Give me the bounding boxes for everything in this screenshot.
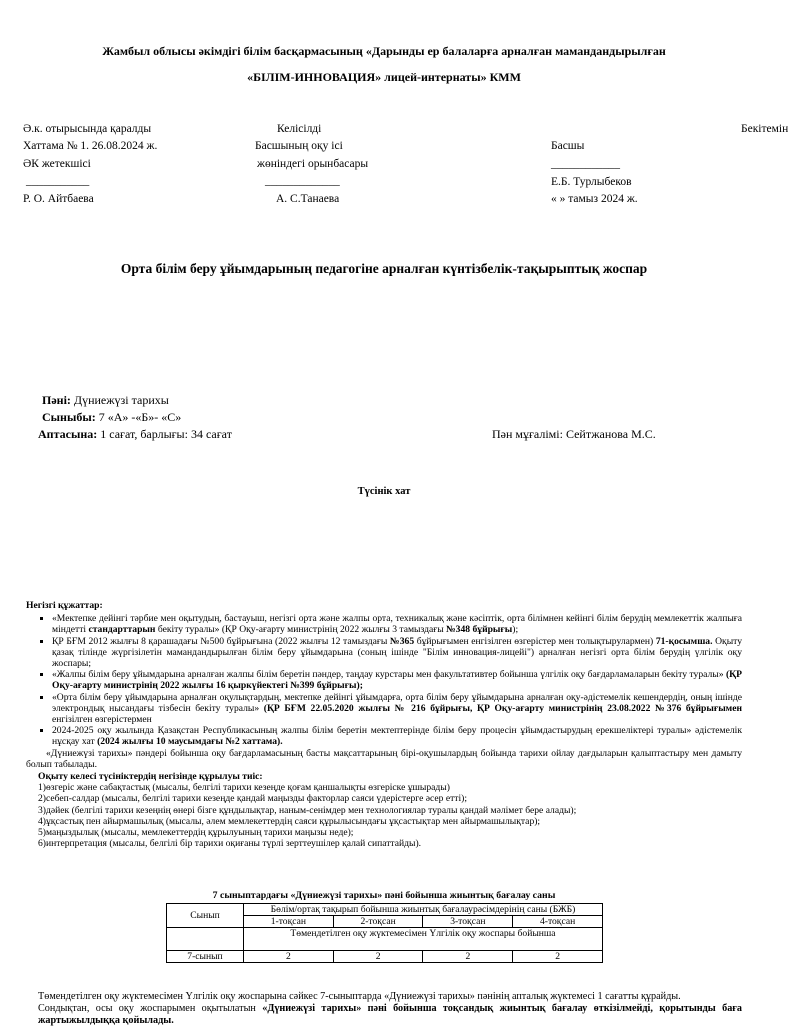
legal-document-text: 2024-2025 оқу жылында Қазақстан Республикасының жалпы білім беретін мектептерінде білім беру процесін ұйымдастырудың ерекшеліктері туралы» әдістемелік нұсқау хат [52,725,742,748]
legal-document-bold-text: (ҚР Оқу-ағарту министрінің 2022 жылғы 16 қыркүйектегі №399 бұйрығы); [52,669,742,692]
concepts-heading: Оқыту келесі түсініктердің негізінде құрылуы тиіс: [38,771,263,783]
institution-title-line-1: Жамбыл облысы әкімдігі білім басқармасының «Дарынды ер балаларға арналған мамандандырылған [102,44,666,58]
legal-document-text: ); [512,624,519,636]
closing-line-2 [38,1003,742,1027]
legal-document-text: «Орта білім беру ұйымдарына арналған оқулықтардың, мектепке дейінгі ұйымдарға, орта білім беру ұйымдарына арналған оқу-әдістемелік кешендердің, оның ішінде электрондық нысандағы тізбесін бекіту туралы» [52,691,742,714]
approval-left-name: Р. О. Айтбаева [23,193,94,205]
legal-document-item [52,636,742,670]
legal-document-text: «Мектепке дейінгі тәрбие мен оқытудың, бастауыш, негізгі орта және жалпы орта, техникалық және кәсіптік, орта білімнен кейінгі білім берудің мемлекеттік жалпыға міндетті [52,613,742,636]
subject-value: Дүниежүзі тарихы [70,393,169,407]
approval-middle-signature-line: _____________ [265,175,340,187]
closing-line-2-text: Сондықтан, осы оқу жоспарымен оқытылатын [38,1003,263,1014]
legal-document-bold-text: №365 [389,635,415,647]
approval-left-signature-line: ___________ [26,175,90,187]
table-header-quarter: 4-тоқсан [513,916,603,928]
weekly-hours-row [38,427,232,442]
table-header-quarter: 3-тоқсан [423,916,513,928]
purpose-paragraph: «Дүниежүзі тарихы» пәндері бойынша оқу бағдарламасының басты мақсаттарының бірі-оқушылардың бойында тарихи ойлау дағдыларын қалыптастыру мен дамыту болып табылады. [26,747,742,770]
legal-document-text: «Жалпы білім беру ұйымдарына арналған жалпы білім беретін пәндер, таңдау курстары мен факультативтер бойынша үлгілік оқу бағдарламаларын бекіту туралы» [52,669,726,681]
table-header-quarter: 2-тоқсан [333,916,423,928]
legal-document-item [52,669,742,691]
concept-item: 3)дәйек (белгілі тарихи кезеңнің өнері бізге құндылықтар, наным-сенімдер мен технологиялар туралы қандай мәлімет бере алады); [38,804,577,816]
approval-right-line-1: Бекітемін [741,123,788,135]
weekly-hours-label: Аптасына: [38,427,98,441]
legal-document-item [52,613,742,635]
grade-row [42,410,181,425]
grade-label: Сыныбы: [42,410,96,424]
legal-document-text: бекіту туралы» (ҚР Оқу-ағарту министрінің 2022 жылғы 3 тамыздағы [155,624,447,636]
assessment-table-caption: 7 сыныптардағы «Дүниежүзі тарихы» пәні бойынша жиынтық бағалау саны [212,890,556,901]
approval-right-line-2: Басшы [551,140,585,152]
approval-right-name: Е.Б. Турлыбеков [551,176,632,188]
concept-item: 2)себеп-салдар (мысалы, белгілі тарихи кезеңде қандай маңызды факторлар саяси үдерістерге әсер етті); [38,793,468,805]
approval-left-line-1: Ә.к. отырысында қаралды [23,123,152,135]
legal-document-item [52,692,742,726]
table-header-grade: Сынып [167,904,244,928]
closing-line-1: Төмендетілген оқу жүктемесімен Үлгілік оқу жоспарына сәйкес 7-сыныптарда «Дүниежүзі тарихы» пәнінің апталық жүктемесі 1 сағатты құрайды. [38,991,681,1002]
legal-document-bold-text: стандарттарын [88,624,156,636]
approval-right-date: « » тамыз 2024 ж. [551,193,638,205]
table-header-group: Бөлім/ортақ тақырып бойынша жиынтық бағалаурәсімдерінің саны (БЖБ) [244,904,603,916]
table-cell-value: 2 [244,951,334,963]
table-row [167,951,603,963]
table-empty-cell [167,928,244,951]
table-cell-value: 2 [423,951,513,963]
legal-document-text: Оқыту қазақ тілінде жүргізілетін мамандандырылған білім беру ұйымдарына (соның ішінде "Білім инновация-лицейі") арналған негізгі орта білім берудің үлгілік оқу жоспары; [52,635,743,670]
table-cell-grade: 7-сынып [167,951,244,963]
legal-document-bold-text: (2024 жылғы 10 маусымдағы №2 хаттама). [97,736,283,748]
table-cell-value: 2 [333,951,423,963]
approval-middle-name: А. С.Танаева [276,193,340,205]
page-title: Орта білім беру ұйымдарының педагогіне арналған күнтізбелік-тақырыптық жоспар [120,261,648,276]
table-header-quarter: 1-тоқсан [244,916,334,928]
legal-documents-list [26,613,742,747]
concepts-list [26,782,742,849]
table-cell-value: 2 [513,951,603,963]
legal-document-bold-text: 71-қосымша. [655,635,713,647]
subject-row [42,393,169,408]
table-header-row [167,904,603,916]
concept-item: 4)ұқсастық пен айырмашылық (мысалы, әлем мемлекеттердің саяси құрылысындағы ұқсастықтар мен айырмашылықтар); [38,815,541,827]
subject-label: Пәні: [42,393,71,407]
concept-item: 6)интерпретация (мысалы, белгілі бір тарихи оқиғаны түрлі зерттеушілер қалай сипаттайды). [38,838,422,850]
legal-document-item [52,725,742,747]
legal-document-text: бұйрығымен енгізілген өзгерістер мен толықтырулармен) [414,635,656,647]
approval-middle-line-3: жөніндегі орынбасары [257,158,369,170]
approval-middle-line-1: Келісілді [277,123,322,135]
legal-document-text: ҚР БҒМ 2012 жылғы 8 қарашадағы №500 бұйрығына (2022 жылғы 12 тамыздағы [52,635,390,647]
approval-left-line-2: Хаттама № 1. 26.08.2024 ж. [23,140,158,152]
legal-documents-heading: Негізгі құжаттар: [26,600,103,611]
table-note: Төмендетілген оқу жүктемесімен Үлгілік оқу жоспары бойынша [244,928,603,951]
closing-paragraph [38,991,742,1027]
institution-title-line-2: «БІЛІМ-ИННОВАЦИЯ» лицей-интернаты» КММ [247,70,521,84]
legal-document-text: енгізілген өзгерістермен [52,714,152,726]
teacher-name: Пән мұғалімі: Сейтжанова М.С. [492,427,656,441]
weekly-hours-value: 1 сағат, барлығы: 34 сағат [97,427,232,441]
approval-left-line-3: ӘК жетекшісі [23,158,91,170]
concept-item: 5)маңыздылық (мысалы, мемлекеттердің құрылуының тарихи маңызы неде); [38,827,354,839]
concept-item: 1)өзгеріс және сабақтастық (мысалы, белгілі тарихи кезеңде қоғам қаншалықты өзгеріске ұшырады) [38,782,450,794]
approval-right-signature-line: ____________ [551,158,620,170]
assessment-table [166,903,603,963]
table-note-row [167,928,603,951]
legal-document-bold-text: №348 бұйрығы [446,624,513,636]
legal-document-bold-text: (ҚР БҒМ 22.05.2020 жылғы № 216 бұйрығы, ҚР Оқу-ағарту министрінің 23.08.2022 №376 бұйрығымен [263,702,743,714]
grade-value: 7 «А» -«Б»- «С» [95,410,182,424]
legal-documents-section [26,600,742,849]
approval-middle-line-2: Басшының оқу ісі [255,140,343,152]
closing-line-2-bold: «Дүниежүзі тарихы» пәні бойынша тоқсандық жиынтық бағалау өткізілмейді, қорытынды баға жартыжылдыққа қойылады. [38,1003,743,1026]
explanatory-note-title: Түсінік хат [357,486,411,497]
